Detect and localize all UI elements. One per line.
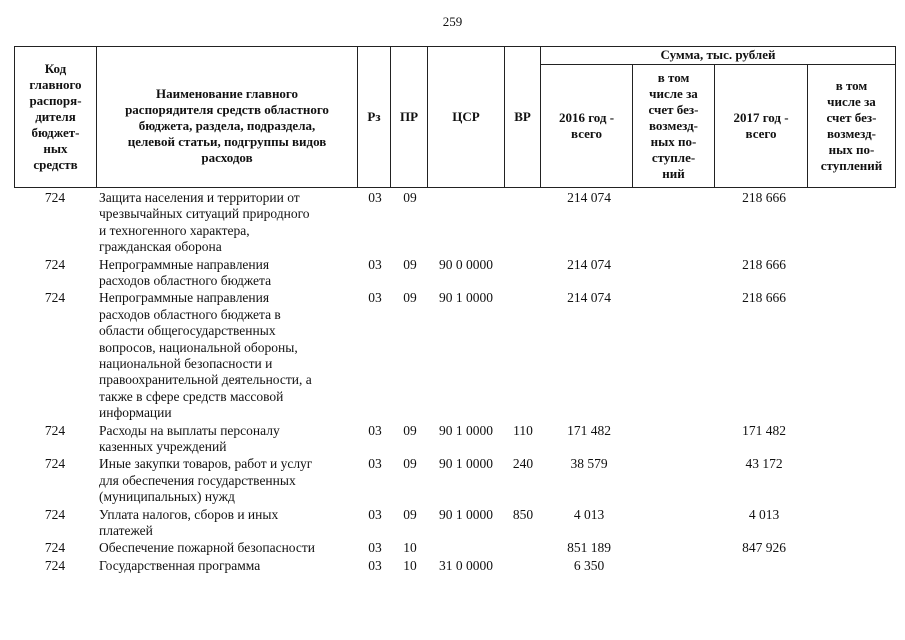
header-line: числе за: [649, 86, 698, 101]
header-line: возмезд-: [649, 118, 698, 133]
row-name: [99, 290, 357, 421]
row-pr: 09: [403, 256, 417, 272]
header-line: целевой статьи, подгруппы видов: [127, 134, 327, 149]
header-line: средств: [33, 157, 78, 172]
row-name-line: правоохранительной деятельности, а: [99, 372, 312, 388]
row-2016-total: 214 074: [567, 290, 611, 306]
header-line: 2016 год -: [558, 110, 615, 125]
row-vr: 110: [513, 422, 533, 438]
row-name: [99, 257, 357, 290]
row-2017-total: 4 013: [748, 506, 780, 522]
row-name: [99, 190, 357, 256]
row-name-line: Обеспечение пожарной безопасности: [99, 540, 316, 556]
row-name-line: также в сфере средств массовой: [99, 388, 284, 404]
row-2016-total: 38 579: [570, 456, 608, 472]
table-body: [14, 190, 896, 575]
header-sum-title: Сумма, тыс. рублей: [660, 47, 776, 62]
row-name-line: и техногенного характера,: [99, 222, 250, 238]
table-row: [14, 558, 896, 575]
row-csr: 90 1 0000: [439, 456, 493, 472]
row-code: 724: [44, 506, 66, 522]
row-2017-total: 43 172: [745, 456, 783, 472]
row-rz: 03: [368, 190, 382, 205]
row-code: 724: [44, 256, 66, 272]
header-line: Код: [44, 61, 67, 76]
header-2017-free: [808, 65, 895, 187]
row-pr: 09: [403, 190, 417, 205]
row-2017-total: 218 666: [742, 290, 786, 306]
row-2017-total: 218 666: [742, 256, 786, 272]
row-2016-total: 214 074: [567, 256, 611, 272]
row-name-line: Непрограммные направления: [99, 256, 270, 272]
row-name-line: для обеспечения государственных: [99, 472, 296, 488]
table-row: [14, 507, 896, 541]
row-name-line: чрезвычайных ситуаций природного: [99, 206, 310, 222]
header-line: 2017 год -: [733, 110, 789, 125]
header-line: бюджет-: [31, 125, 80, 140]
row-name-line: (муниципальных) нужд: [99, 489, 235, 505]
row-rz: 03: [368, 422, 382, 438]
row-2016-total: 6 350: [573, 557, 605, 573]
header-2017-total: [715, 65, 807, 187]
header-line: расходов: [201, 150, 253, 165]
row-code: 724: [44, 422, 66, 438]
table-header: [14, 46, 896, 188]
row-rz: 03: [368, 540, 382, 556]
header-2016-free: [633, 65, 714, 187]
row-csr: 90 0 0000: [439, 256, 493, 272]
row-csr: 90 1 0000: [439, 506, 493, 522]
table-row: [14, 456, 896, 506]
row-csr: 31 0 0000: [439, 557, 493, 573]
row-name: [99, 456, 357, 505]
table-row: [14, 423, 896, 457]
row-name-line: Государственная программа: [99, 557, 261, 573]
header-line: счет без-: [826, 110, 877, 125]
header-line: главного: [29, 77, 82, 92]
row-2017-total: 218 666: [742, 190, 786, 205]
row-pr: 09: [403, 506, 417, 522]
row-csr: 90 1 0000: [439, 290, 493, 306]
row-2016-total: 851 189: [567, 540, 611, 556]
row-rz: 03: [368, 256, 382, 272]
row-pr: 10: [403, 540, 417, 556]
header-2016-total: [541, 65, 632, 187]
header-csr: ЦСР: [452, 109, 480, 124]
row-name-line: Иные закупки товаров, работ и услуг: [99, 456, 313, 472]
header-line: ступлений: [820, 158, 883, 173]
row-vr: 850: [512, 506, 534, 522]
header-line: в том: [657, 70, 690, 85]
row-name: [99, 423, 357, 456]
header-line: ных по-: [650, 134, 697, 149]
row-name: [99, 540, 357, 556]
row-name-line: Уплата налогов, сборов и иных: [99, 506, 279, 522]
header-line: всего: [571, 126, 602, 141]
row-vr: 240: [512, 456, 534, 472]
header-code: [15, 52, 96, 182]
header-line: всего: [745, 126, 777, 141]
header-line: ных по-: [828, 142, 875, 157]
row-name-line: вопросов, национальной обороны,: [99, 339, 298, 355]
row-code: 724: [44, 190, 66, 205]
header-name: [97, 76, 357, 176]
table-row: [14, 540, 896, 557]
row-rz: 03: [368, 506, 382, 522]
header-rz: Рз: [367, 109, 381, 124]
row-rz: 03: [368, 290, 382, 306]
row-name-line: расходов областного бюджета: [99, 273, 272, 288]
row-name-line: платежей: [99, 522, 153, 538]
row-pr: 09: [403, 456, 417, 472]
table-row: [14, 290, 896, 422]
header-line: распоря-: [29, 93, 82, 108]
row-rz: 03: [368, 456, 382, 472]
header-line: счет без-: [648, 102, 699, 117]
row-code: 724: [44, 540, 66, 556]
row-name-line: национальной безопасности и: [99, 356, 273, 372]
row-name-line: Расходы на выплаты персоналу: [99, 422, 280, 438]
row-pr: 10: [403, 557, 417, 573]
row-name: [99, 558, 357, 574]
header-line: ных: [43, 141, 68, 156]
row-name-line: Непрограммные направления: [99, 290, 270, 306]
header-line: в том: [835, 78, 868, 93]
header-line: ний: [662, 166, 685, 181]
row-2017-total: 171 482: [742, 422, 786, 438]
header-line: Наименование главного: [155, 86, 299, 101]
header-line: распорядителя средств областного: [125, 102, 329, 117]
row-name: [99, 507, 357, 540]
page-number: 259: [442, 14, 463, 29]
row-pr: 09: [403, 422, 417, 438]
row-code: 724: [44, 557, 66, 573]
header-line: возмезд-: [826, 126, 876, 141]
row-2016-total: 171 482: [567, 422, 611, 438]
row-name-line: информации: [99, 405, 172, 421]
row-2016-total: 4 013: [573, 506, 605, 522]
row-name-line: Защита населения и территории от: [99, 190, 300, 205]
row-pr: 09: [403, 290, 417, 306]
row-name-line: расходов областного бюджета в: [99, 306, 281, 322]
row-2016-total: 214 074: [567, 190, 611, 205]
row-name-line: казенных учреждений: [99, 438, 227, 454]
header-line: числе за: [827, 94, 876, 109]
row-code: 724: [44, 456, 66, 472]
header-line: ступле-: [651, 150, 696, 165]
row-rz: 03: [368, 557, 382, 573]
table-row: [14, 190, 896, 257]
table-row: [14, 257, 896, 291]
header-vr: ВР: [514, 109, 531, 124]
header-pr: ПР: [399, 109, 419, 124]
row-code: 724: [44, 290, 66, 306]
header-line: дителя: [35, 109, 76, 124]
row-name-line: гражданская оборона: [99, 239, 222, 255]
row-2017-total: 847 926: [742, 540, 786, 556]
header-line: бюджета, раздела, подраздела,: [138, 118, 316, 133]
row-csr: 90 1 0000: [439, 422, 493, 438]
row-name-line: области общегосударственных: [99, 323, 276, 339]
